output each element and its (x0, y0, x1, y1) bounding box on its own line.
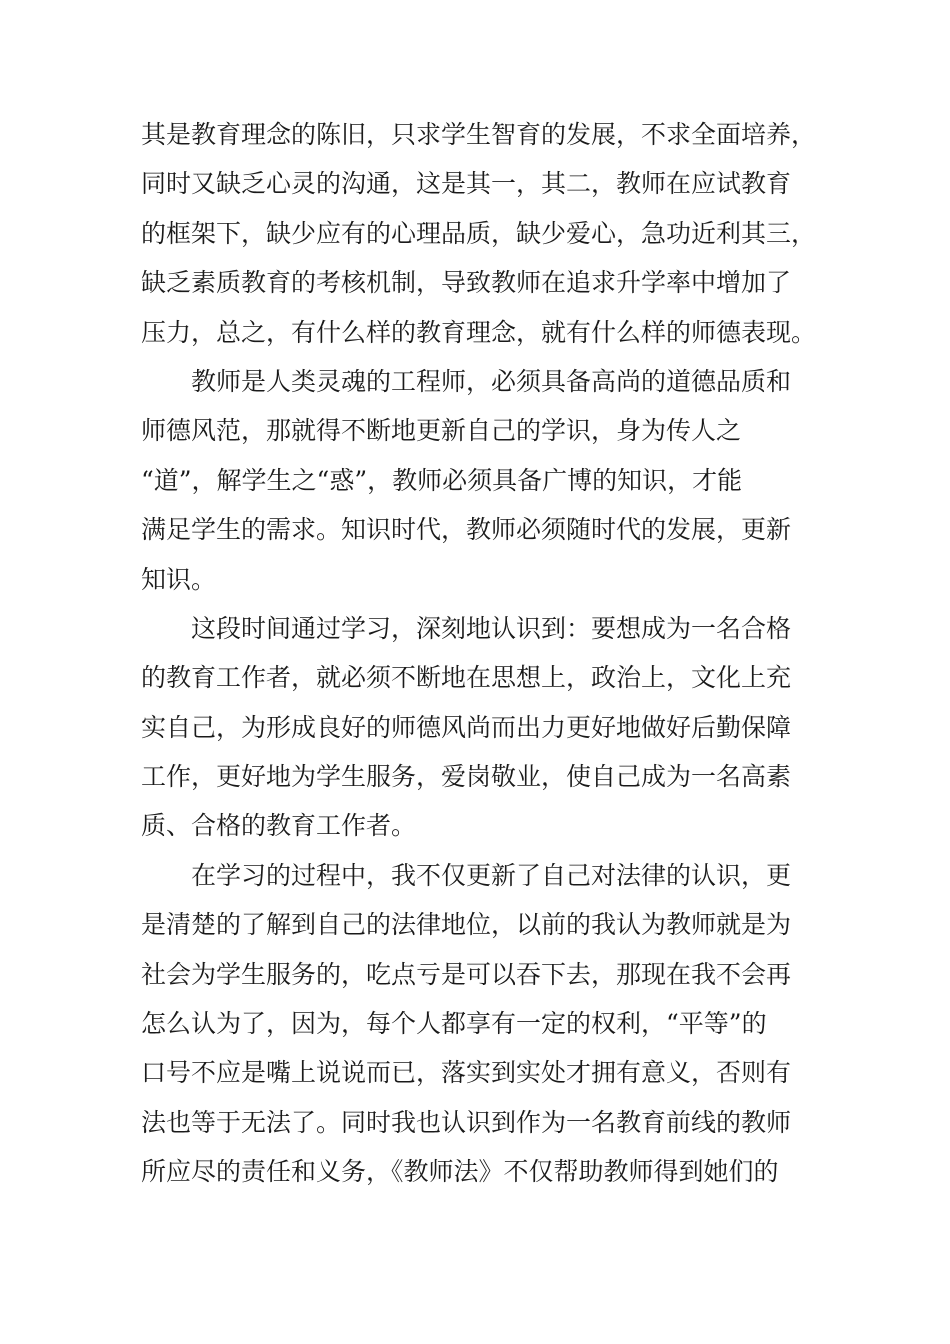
paragraph-4-line-1: 在学习的过程中，我不仅更新了自己对法律的认识，更 (191, 860, 792, 890)
paragraph-3-line-1: 这段时间通过学习，深刻地认识到：要想成为一名合格 (191, 613, 792, 643)
paragraph-2-line-4: 满足学生的需求。知识时代，教师必须随时代的发展，更新 (141, 515, 792, 545)
paragraph-4-line-5: 口号不应是嘴上说说而已，落实到实处才拥有意义，否则有 (141, 1058, 792, 1088)
paragraph-3-line-3: 实自己，为形成良好的师德风尚而出力更好地做好后勤保障 (141, 712, 792, 742)
paragraph-4-line-2: 是清楚的了解到自己的法律地位，以前的我认为教师就是为 (141, 910, 792, 940)
paragraph-2-line-1: 教师是人类灵魂的工程师，必须具备高尚的道德品质和 (191, 366, 792, 396)
paragraph-2-line-2: 师德风范，那就得不断地更新自己的学识，身为传人之 (141, 416, 742, 446)
paragraph-1-line-2: 同时又缺乏心灵的沟通，这是其一，其二，教师在应试教育 (141, 169, 792, 199)
paragraph-3-line-2: 的教育工作者，就必须不断地在思想上，政治上，文化上充 (141, 663, 792, 693)
paragraph-3-line-4: 工作，更好地为学生服务，爱岗敬业，使自己成为一名高素 (141, 762, 792, 792)
paragraph-1-line-1: 其是教育理念的陈旧，只求学生智育的发展，不求全面培养， (141, 120, 817, 149)
paragraph-1-line-4: 缺乏素质教育的考核机制，导致教师在追求升学率中增加了 (141, 268, 792, 298)
paragraph-2-line-3: “道”，解学生之“惑”，教师必须具备广博的知识，才能 (141, 465, 743, 495)
paragraph-3-line-5: 质、合格的教育工作者。 (141, 811, 417, 841)
paragraph-4-line-6: 法也等于无法了。同时我也认识到作为一名教育前线的教师 (141, 1107, 792, 1137)
paragraph-1-line-3: 的框架下，缺少应有的心理品质，缺少爱心，急功近利其三， (141, 218, 817, 248)
body-text (141, 110, 841, 1197)
paragraph-4-line-3: 社会为学生服务的，吃点亏是可以吞下去，那现在我不会再 (141, 959, 792, 989)
paragraph-4-line-4: 怎么认为了，因为，每个人都享有一定的权利，“平等”的 (141, 1009, 767, 1039)
paragraph-4-line-7: 所应尽的责任和义务，《教师法》不仅帮助教师得到她们的 (141, 1157, 779, 1187)
paragraph-1-line-5: 压力，总之，有什么样的教育理念，就有什么样的师德表现。 (141, 317, 817, 347)
paragraph-2-line-5: 知识。 (141, 564, 217, 594)
